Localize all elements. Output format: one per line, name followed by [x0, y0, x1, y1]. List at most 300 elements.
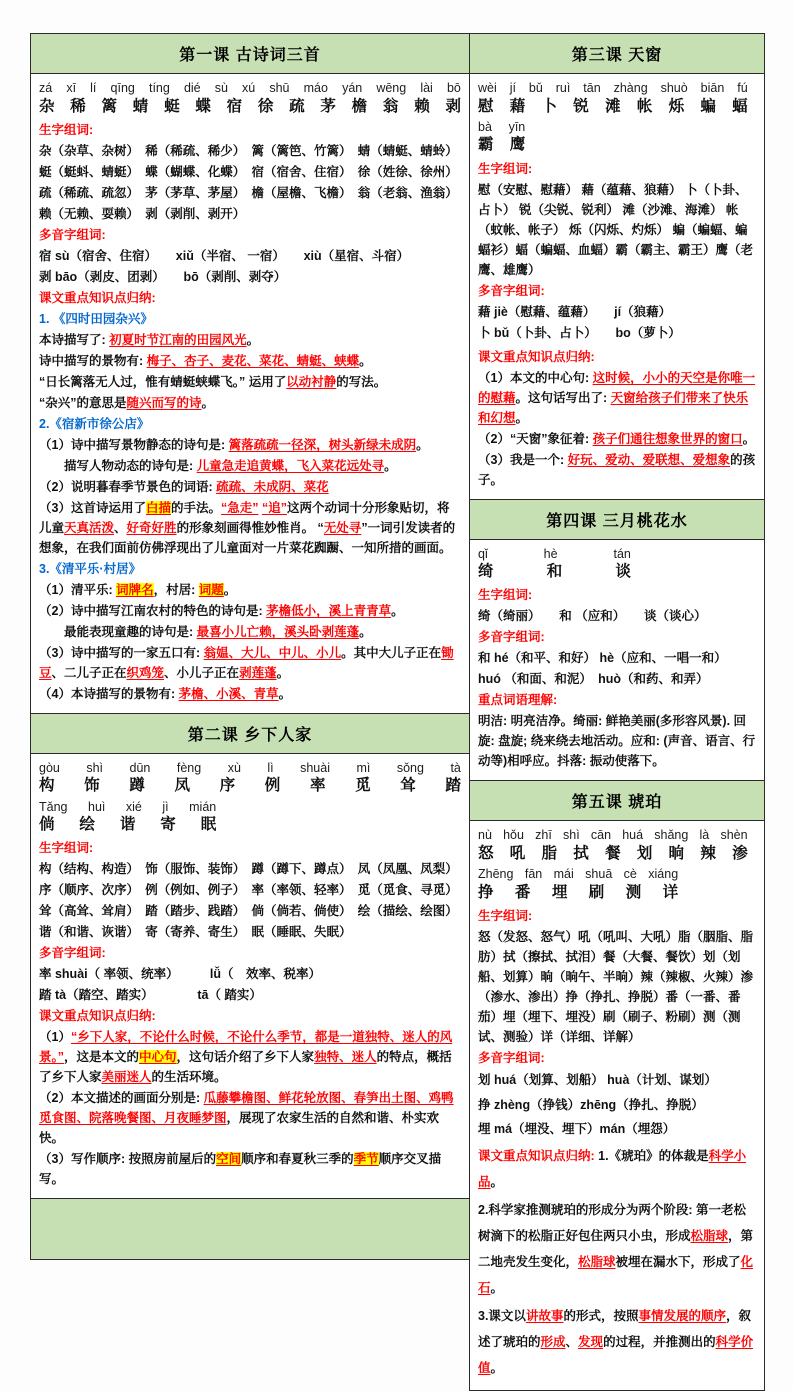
- text-segment: 。: [742, 431, 756, 446]
- text-segment: 最喜小儿亡赖，溪头卧剥莲蓬: [196, 624, 360, 639]
- text-segment: 。: [359, 353, 372, 368]
- pinyin-syllable: cān: [590, 828, 612, 843]
- text-segment: 剥莲蓬: [239, 665, 277, 680]
- text-line: [39, 943, 461, 963]
- text-segment: 形成: [540, 1334, 566, 1349]
- pinyin-syllable: xié: [125, 799, 142, 814]
- text-segment: 踏 tà（踏空、踏实） tā（ 踏实）: [39, 988, 262, 1003]
- pinyin-syllable: ruì: [555, 81, 571, 95]
- text-line: [478, 606, 756, 626]
- text-segment: 课文重点知识点归纳:: [39, 290, 156, 305]
- text-segment: 生字组词:: [39, 841, 94, 856]
- pinyin-syllable: lài: [420, 81, 433, 95]
- pinyin-row: [39, 81, 461, 97]
- pinyin-syllable: qǐ: [478, 546, 488, 561]
- hanzi-char: 翁: [382, 97, 399, 115]
- pinyin-hanzi-row: [478, 828, 748, 864]
- text-segment: 明洁: 明亮洁净。绮丽: 鲜艳美丽(多形容风景). 回旋: 盘旋; 绕来绕去地活动。应和: (声音、语言、行动等)相呼应。抖落: 振动使落下。: [478, 714, 756, 769]
- worksheet-page: [30, 34, 765, 1391]
- text-segment: 这两个动词十分形象贴切，将儿童: [39, 500, 450, 535]
- text-line: [478, 1048, 756, 1068]
- text-segment: 1.《琥珀》的体裁是: [598, 1149, 709, 1164]
- pinyin-syllable: xù: [227, 760, 241, 775]
- text-segment: 的生活环境。: [151, 1070, 227, 1085]
- text-segment: 。: [416, 437, 429, 452]
- text-line: [39, 288, 461, 308]
- lesson-header: 第一课 古诗词三首: [30, 33, 470, 74]
- text-segment: 课文重点知识点归纳:: [478, 349, 595, 364]
- text-segment: 重点词语理解:: [478, 693, 558, 708]
- text-segment: （3）我是一个:: [478, 452, 568, 467]
- hanzi-char: 餐: [605, 844, 621, 862]
- text-line: [478, 1143, 756, 1196]
- text-line: [478, 1303, 756, 1382]
- text-segment: 天窗给孩子们带来了快乐和幻想: [478, 390, 749, 425]
- pinyin-syllable: shì: [563, 828, 580, 843]
- text-segment: 生字组词:: [478, 908, 533, 923]
- text-segment: 好奇好胜: [126, 520, 177, 535]
- text-segment: 词题: [198, 582, 224, 597]
- text-line: [39, 435, 461, 455]
- pinyin-syllable: huì: [88, 799, 106, 814]
- text-segment: 宿 sù（宿舍、住宿） xiǔ（半宿、 一宿） xiù（星宿、斗宿）: [39, 248, 410, 263]
- text-segment: 好玩、爱动、爱联想、爱想象: [567, 452, 731, 467]
- text-segment: 本诗描写了:: [39, 332, 110, 347]
- text-line: [478, 302, 756, 322]
- hanzi-char: 藉: [509, 97, 526, 115]
- text-line: [478, 1094, 756, 1118]
- text-segment: 疏疏、未成阴、菜花: [216, 479, 329, 494]
- text-line: [39, 684, 461, 704]
- pinyin-hanzi-row: [478, 867, 678, 903]
- text-segment: 多音字组词:: [39, 227, 106, 242]
- hanzi-char: 蜓: [164, 97, 180, 115]
- lesson-content: [469, 539, 765, 782]
- lesson-content: [469, 73, 765, 500]
- text-line: [478, 648, 756, 668]
- text-line: [478, 347, 756, 367]
- hanzi-row: [478, 135, 525, 155]
- text-line: [39, 162, 461, 182]
- hanzi-char: 怒: [478, 844, 494, 862]
- pinyin-row: [478, 828, 748, 844]
- hanzi-char: 烁: [668, 97, 685, 115]
- pinyin-syllable: jì: [162, 799, 169, 814]
- pinyin-syllable: là: [699, 828, 710, 843]
- text-segment: 生字组词:: [478, 588, 533, 603]
- hanzi-char: 例: [264, 777, 281, 795]
- text-segment: 随兴而写的诗: [126, 395, 202, 410]
- text-segment: （1）诗中描写景物静态的诗句是:: [39, 437, 229, 452]
- text-segment: 的形象刻画得惟妙惟肖。 “: [176, 520, 324, 535]
- text-segment: “急走”: [220, 500, 259, 515]
- text-segment: “杂兴”的意思是: [39, 395, 127, 410]
- text-line: [39, 393, 461, 413]
- text-segment: 怒（发怒、怒气）吼（吼叫、大吼）脂（胭脂、脂肪）拭（擦拭、拭泪）餐（大餐、餐饮）划（划船、划算）晌（晌午、半晌）辣（辣椒、火辣）渗（渗水、渗出）挣（挣扎、挣脱）番（一番、番茄）埋（埋下、埋没）刷（刷子、粉刷）测（测试、测验）详（详细、详解）: [478, 929, 754, 1044]
- hanzi-char: 辣: [700, 844, 716, 862]
- text-line: [478, 450, 756, 490]
- text-segment: 率 shuài（ 率领、统率） lǚ（ 效率、税率）: [39, 967, 321, 982]
- hanzi-char: 谈: [615, 563, 631, 581]
- text-line: [39, 183, 461, 203]
- pinyin-row: [478, 547, 631, 563]
- hanzi-char: 构: [39, 777, 55, 795]
- text-segment: 发现: [578, 1334, 604, 1349]
- text-segment: 儿童急走追黄蝶，飞入菜花远处寻: [196, 458, 385, 473]
- text-line: [478, 368, 756, 428]
- text-segment: ，这是本文的: [64, 1050, 140, 1065]
- pinyin-syllable: cè: [623, 867, 637, 882]
- text-segment: 事情发展的顺序: [638, 1308, 726, 1323]
- text-segment: 。: [359, 624, 372, 639]
- text-line: [39, 838, 461, 858]
- pinyin-syllable: dié: [183, 81, 201, 95]
- text-segment: 赖（无赖、耍赖） 剥（剥削、剥开）: [39, 206, 246, 221]
- hanzi-char: 埋: [551, 883, 568, 901]
- text-segment: 的手法。: [170, 500, 221, 515]
- text-segment: 科学价值: [478, 1334, 754, 1376]
- hanzi-char: 茅: [320, 97, 336, 115]
- pinyin-syllable: lí: [90, 81, 97, 95]
- pinyin-syllable: mì: [356, 760, 371, 775]
- hanzi-char: 篱: [101, 97, 118, 115]
- text-line: [478, 1069, 756, 1093]
- text-segment: 空间: [216, 1152, 242, 1167]
- text-segment: 剥 bāo（剥皮、团剥） bō（剥削、剥夺）: [39, 269, 287, 284]
- hanzi-char: 稀: [70, 97, 86, 115]
- hanzi-row: [39, 776, 461, 796]
- pinyin-syllable: mái: [553, 867, 574, 882]
- text-segment: 讲故事: [525, 1308, 564, 1323]
- pinyin-syllable: dūn: [129, 760, 151, 775]
- text-segment: （3）写作顺序: 按照房前屋后的: [39, 1152, 217, 1167]
- hanzi-char: 倘: [39, 816, 55, 834]
- text-line: [39, 330, 461, 350]
- text-line: [39, 120, 461, 140]
- pinyin-row: [478, 120, 525, 136]
- hanzi-char: 谐: [119, 816, 136, 834]
- text-line: [39, 1088, 461, 1148]
- pinyin-syllable: shèn: [720, 828, 748, 843]
- text-segment: 构（结构、构造） 饰（服饰、装饰） 蹲（蹲下、蹲点） 凤（凤凰、凤梨）: [39, 862, 458, 877]
- text-line: [39, 880, 461, 900]
- text-segment: 。其中大儿子正在: [341, 645, 442, 660]
- text-segment: 的写法。: [336, 374, 387, 389]
- pinyin-hanzi-row: [478, 120, 525, 156]
- text-segment: （4）本诗描写的景物有:: [39, 686, 179, 701]
- text-segment: ，村居:: [153, 582, 199, 597]
- text-line: [39, 1027, 461, 1087]
- text-line: [39, 901, 461, 921]
- text-line: [39, 414, 461, 434]
- text-segment: 顺序和春夏秋三季的: [241, 1152, 354, 1167]
- pinyin-syllable: gòu: [39, 760, 60, 775]
- hanzi-row: [478, 883, 678, 903]
- text-segment: 。: [490, 1361, 504, 1376]
- hanzi-row: [39, 97, 461, 117]
- hanzi-char: 挣: [478, 883, 494, 901]
- text-segment: 以动衬静: [286, 374, 337, 389]
- hanzi-char: 帐: [636, 97, 653, 115]
- hanzi-char: 划: [636, 844, 653, 862]
- text-segment: huó （和面、和泥） huò（和药、和弄）: [478, 672, 709, 687]
- pinyin-syllable: qīng: [110, 81, 135, 95]
- text-segment: 。: [515, 410, 529, 425]
- text-segment: 生字组词:: [39, 122, 94, 137]
- lesson-header: 第五课 琥珀: [469, 780, 765, 821]
- text-line: [478, 927, 756, 1047]
- text-segment: 和 hé（和平、和好） hè（应和、一唱一和）: [478, 651, 727, 666]
- pinyin-syllable: sù: [214, 81, 228, 95]
- text-segment: 3.课文以: [478, 1308, 526, 1323]
- text-segment: 多音字组词:: [478, 1050, 545, 1065]
- text-segment: “日长篱落无人过，惟有蜻蜓蛱蝶飞。” 运用了: [39, 374, 287, 389]
- hanzi-char: 绘: [79, 816, 95, 834]
- text-line: [39, 859, 461, 879]
- text-segment: 科学小品: [478, 1149, 747, 1190]
- text-segment: 孩子们通往想象世界的窗口: [592, 431, 743, 446]
- hanzi-char: 蹲: [129, 777, 145, 795]
- text-segment: 。: [246, 332, 260, 347]
- text-segment: 梅子、杏子、麦花、菜花、蜻蜓、蛱蝶: [146, 353, 360, 368]
- text-segment: 杂（杂草、杂树） 稀（稀疏、稀少） 篱（篱笆、竹篱） 蜻（蜻蜓、蜻蛉）: [39, 143, 458, 158]
- text-line: [478, 159, 756, 179]
- lesson-header: 第二课 乡下人家: [30, 713, 470, 754]
- pinyin-syllable: shuā: [585, 867, 613, 882]
- hanzi-char: 寄: [160, 816, 176, 834]
- text-segment: 挣 zhèng（挣钱）zhēng（挣扎、挣脱）: [478, 1097, 704, 1112]
- text-line: [39, 225, 461, 245]
- text-segment: ，第二地壳发生变化，: [478, 1228, 754, 1270]
- text-segment: 瓜藤攀檐图、鲜花轮放图、春笋出土图、鸡鸭觅食图、院落晚餐图、月夜睡梦图: [39, 1091, 454, 1126]
- text-segment: （1）清平乐:: [39, 582, 117, 597]
- pinyin-syllable: shū: [269, 81, 290, 95]
- pinyin-syllable: tíng: [148, 81, 170, 95]
- pinyin-syllable: mián: [189, 799, 217, 814]
- text-segment: 描写人物动态的诗句是:: [39, 458, 197, 473]
- pinyin-row: [39, 761, 461, 777]
- pinyin-syllable: Zhēng: [478, 867, 514, 882]
- pinyin-hanzi-row: [39, 761, 461, 797]
- lesson-content: [469, 820, 765, 1391]
- pinyin-syllable: fān: [524, 867, 543, 882]
- text-segment: 多音字组词:: [478, 283, 545, 298]
- hanzi-char: 和: [546, 563, 563, 581]
- hanzi-row: [478, 844, 748, 864]
- pinyin-syllable: shuài: [300, 760, 330, 775]
- text-segment: 初夏时节江南的田园风光: [109, 332, 247, 347]
- text-segment: 中心句: [139, 1050, 177, 1065]
- text-segment: “追”: [261, 500, 287, 515]
- pinyin-syllable: yán: [342, 81, 363, 95]
- pinyin-syllable: shuò: [660, 81, 688, 95]
- hanzi-char: 蝠: [732, 97, 748, 115]
- text-segment: 。: [278, 686, 292, 701]
- text-segment: 耸（高耸、耸肩） 踏（踏步、践踏） 倘（倘若、倘使） 绘（描绘、绘图）: [39, 904, 458, 919]
- hanzi-char: 檐: [351, 97, 368, 115]
- pinyin-syllable: wèi: [478, 81, 497, 95]
- pinyin-syllable: fèng: [176, 760, 202, 775]
- pinyin-hanzi-row: [478, 81, 748, 117]
- text-line: [39, 622, 461, 642]
- text-segment: 季节: [353, 1152, 379, 1167]
- pinyin-syllable: xiáng: [648, 867, 679, 882]
- text-line: [39, 559, 461, 579]
- text-segment: 、二儿子正在: [51, 665, 127, 680]
- hanzi-char: 序: [219, 777, 236, 795]
- pinyin-syllable: máo: [303, 81, 328, 95]
- text-segment: 谐（和谐、诙谐） 寄（寄养、寄生） 眠（睡眠、失眠）: [39, 925, 352, 940]
- text-segment: 锄豆: [39, 645, 454, 680]
- hanzi-char: 凤: [174, 777, 190, 795]
- hanzi-char: 杂: [39, 97, 55, 115]
- text-segment: 序（顺序、次序） 例（例如、例子） 率（率领、轻率） 觅（觅食、寻觅）: [39, 883, 458, 898]
- hanzi-char: 霸: [478, 136, 494, 154]
- left-column: [30, 34, 470, 1260]
- text-segment: 诗中描写的景物有:: [39, 353, 147, 368]
- text-segment: （3）这首诗运用了: [39, 500, 146, 515]
- hanzi-char: 卜: [541, 97, 558, 115]
- text-line: [39, 985, 461, 1005]
- pinyin-syllable: zhàng: [613, 81, 648, 95]
- hanzi-char: 详: [662, 883, 679, 901]
- text-line: [478, 281, 756, 301]
- text-segment: 。: [384, 458, 397, 473]
- text-segment: 翁媪、大儿、中儿、小儿: [203, 645, 342, 660]
- text-segment: ，展现了农家生活的自然和谐、朴实欢快。: [39, 1111, 440, 1146]
- pinyin-syllable: shǎng: [654, 828, 689, 843]
- text-line: [478, 627, 756, 647]
- pinyin-syllable: bà: [478, 119, 492, 134]
- hanzi-char: 晌: [668, 844, 685, 862]
- text-line: [39, 456, 461, 476]
- text-segment: 篱落疏疏一径深，树头新绿未成阴: [228, 437, 417, 452]
- text-segment: ”一词引发读者的想象，在我们面前仿佛浮现出了儿童面对一片菜花踟蹰、一知所措的画面。: [39, 520, 456, 555]
- hanzi-char: 测: [625, 883, 642, 901]
- hanzi-row: [478, 97, 748, 117]
- pinyin-syllable: tán: [613, 546, 631, 561]
- hanzi-char: 饰: [84, 777, 100, 795]
- pinyin-syllable: fú: [737, 81, 748, 95]
- text-segment: 。: [276, 665, 290, 680]
- hanzi-char: 鹰: [509, 136, 526, 154]
- text-line: [39, 309, 461, 329]
- text-line: [39, 922, 461, 942]
- text-line: [478, 323, 756, 343]
- text-segment: （1）本文的中心句:: [478, 370, 593, 385]
- pinyin-syllable: zá: [39, 81, 53, 95]
- pinyin-syllable: biān: [700, 81, 725, 95]
- text-segment: 多音字组词:: [478, 630, 545, 645]
- text-segment: 绮（绮丽） 和 （应和） 谈（谈心）: [478, 609, 707, 624]
- text-line: [39, 580, 461, 600]
- text-segment: 的形式，按照: [563, 1308, 639, 1323]
- lesson-header: 第三课 天窗: [469, 33, 765, 74]
- text-line: [39, 204, 461, 224]
- pinyin-syllable: lì: [267, 760, 274, 775]
- hanzi-char: 番: [514, 883, 531, 901]
- pinyin-syllable: sǒng: [396, 760, 424, 775]
- pinyin-syllable: hǒu: [503, 828, 524, 843]
- text-line: [478, 669, 756, 689]
- text-segment: 。: [490, 1281, 504, 1296]
- text-segment: 。这句话写出了:: [515, 390, 611, 405]
- text-segment: 。: [201, 395, 215, 410]
- text-line: [39, 643, 461, 683]
- text-segment: 1. 《四时田园杂兴》: [39, 311, 153, 326]
- lesson-content: [30, 753, 470, 1200]
- text-line: [39, 267, 461, 287]
- hanzi-char: 绮: [478, 563, 494, 581]
- lessons-table: [30, 34, 765, 1391]
- text-segment: ，这句话介绍了乡下人家: [176, 1050, 315, 1065]
- text-line: [478, 906, 756, 926]
- pinyin-syllable: wēng: [376, 81, 407, 95]
- hanzi-char: 耸: [400, 777, 416, 795]
- lesson-header: [30, 1198, 470, 1260]
- pinyin-row: [478, 81, 748, 97]
- text-segment: 被埋在漏水下，形成了: [615, 1255, 741, 1270]
- text-segment: （2）本文描述的画面分别是:: [39, 1091, 204, 1106]
- hanzi-char: 蝶: [195, 97, 211, 115]
- text-segment: 、: [114, 520, 127, 535]
- pinyin-syllable: tān: [583, 81, 601, 95]
- pinyin-hanzi-row: [39, 800, 216, 836]
- hanzi-row: [39, 815, 216, 835]
- text-segment: 藉 jiè（慰藉、蕴藉） jí（狼藉）: [478, 304, 672, 319]
- text-segment: 卜 bǔ（卜卦、占卜） bo（萝卜）: [478, 325, 681, 340]
- text-line: [478, 690, 756, 710]
- text-segment: 蜓（蜓蚪、蜻蜓） 蝶（蝴蝶、化蝶） 宿（宿舍、住宿） 徐（姓徐、徐州）: [39, 164, 458, 179]
- text-segment: ，叙述了琥珀的: [478, 1308, 751, 1349]
- pinyin-syllable: xú: [242, 81, 256, 95]
- hanzi-char: 率: [309, 777, 326, 795]
- text-segment: 这时候，小小的天空是你唯一的慰藉: [478, 370, 756, 405]
- pinyin-syllable: yīn: [508, 119, 526, 134]
- hanzi-char: 脂: [541, 844, 558, 862]
- pinyin-row: [478, 867, 678, 883]
- text-segment: 2.《宿新市徐公店》: [39, 416, 150, 431]
- text-segment: 松脂球: [690, 1228, 729, 1243]
- pinyin-syllable: Tǎng: [39, 799, 68, 814]
- text-segment: 的过程，并推测出的: [603, 1334, 716, 1349]
- pinyin-hanzi-row: [478, 547, 631, 583]
- text-segment: 的特点，概括了乡下人家: [39, 1050, 452, 1085]
- hanzi-char: 滩: [605, 97, 621, 115]
- hanzi-char: 赖: [414, 97, 430, 115]
- hanzi-char: 蜻: [132, 97, 149, 115]
- text-line: [39, 964, 461, 984]
- text-segment: 3.《清平乐·村居》: [39, 561, 142, 576]
- hanzi-char: 锐: [573, 97, 589, 115]
- text-line: [39, 351, 461, 371]
- text-segment: 、小儿子正在: [164, 665, 240, 680]
- hanzi-row: [478, 562, 631, 582]
- text-segment: （2）说明暮春季节景色的词语:: [39, 479, 217, 494]
- hanzi-char: 疏: [289, 97, 305, 115]
- pinyin-syllable: zhī: [535, 828, 552, 843]
- hanzi-char: 剥: [445, 97, 461, 115]
- text-segment: 化石: [478, 1255, 754, 1296]
- text-segment: 独特、迷人: [314, 1050, 377, 1065]
- hanzi-char: 慰: [478, 97, 494, 115]
- text-line: [39, 246, 461, 266]
- text-line: [39, 372, 461, 392]
- pinyin-row: [39, 800, 216, 816]
- pinyin-syllable: xī: [66, 81, 77, 95]
- hanzi-char: 踏: [445, 777, 461, 795]
- text-segment: 2.科学家推测琥珀的形成分为两个阶段: 第一老松树滴下的松脂正好包住两只小虫，形成: [478, 1202, 747, 1243]
